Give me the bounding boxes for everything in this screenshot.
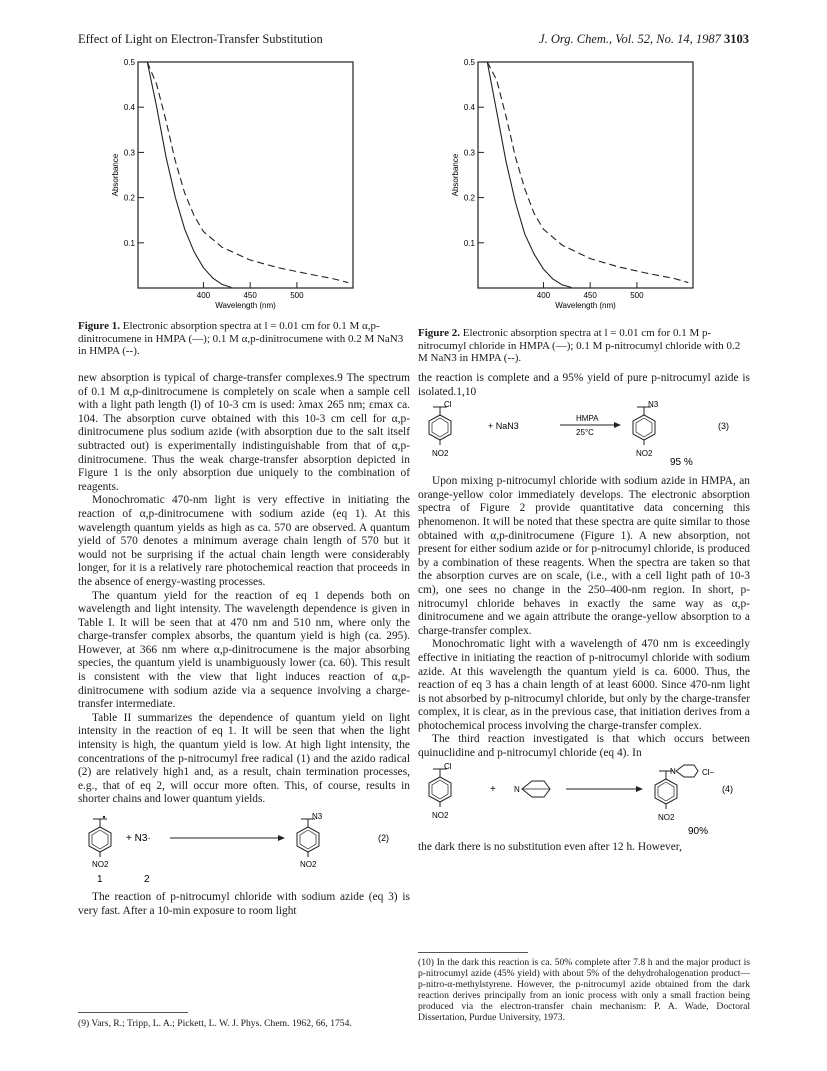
eq3-no2-label: NO2: [432, 449, 449, 459]
paragraph: Monochromatic light with a wavelength of 470 nm is exceedingly effective in initiating the reaction of p-nitrocumyl chloride with sodium azide. At this wavelength the quantum yield is ca. 6000. Thus, the reaction of eq 3 has a chain length of at least 6000. Since 470-nm light is not absorbed by p-nitrocumyl chloride, but only by the charge-transfer complex, it is clear, as in the previous case, that initiation derives from a photochemical process involving the charge-transfer complex.: [418, 638, 750, 732]
eq3-product-no2-label: NO2: [636, 449, 653, 459]
y-tick-label: 0.3: [123, 148, 135, 158]
right-column: [418, 372, 750, 854]
equation-2: [78, 811, 410, 885]
y-tick-label: 0.2: [463, 193, 475, 203]
y-tick-label: 0.4: [123, 103, 135, 113]
nitrocumyl-azide-structure: [297, 819, 319, 857]
eq4-yield: 90%: [688, 825, 709, 837]
y-tick-label: 0.3: [463, 148, 475, 158]
figure-2-chart: [418, 58, 750, 318]
equation-3-scheme: [418, 399, 750, 475]
eq3-reagent: + NaN3: [488, 421, 519, 432]
nitrocumyl-radical-structure: [89, 816, 111, 857]
eq2-no2-label: NO2: [92, 860, 109, 869]
ammonium-salt-structure: [655, 765, 698, 809]
x-axis-label: Wavelength (nm): [555, 301, 616, 310]
equation-4: [418, 761, 750, 841]
paragraph: Monochromatic 470-nm light is very effective in initiating the reaction of α,p-dinitrocumene with sodium azide (eq 1). At this wavelength quantum yields as high as ca. 570 are observed. A quantum yield of 570 denotes a minimum average chain length of 570 but it would not be surprising if the actual chain length were considerably longer, for it is a relatively rare photochemical reaction that proceeds in the absence of energy-wasting processes.: [78, 494, 410, 588]
eq4-product-no2-label: NO2: [658, 812, 675, 822]
figure-1-label: Figure 1.: [78, 320, 120, 332]
quinuclidine-structure: [522, 781, 550, 797]
figure-1-chart: [78, 58, 410, 318]
figure-1: [78, 58, 410, 358]
footnote-rule-right: [418, 952, 528, 953]
x-tick-label: 450: [583, 291, 597, 300]
equation-4-scheme: [418, 761, 750, 841]
footnote-10: (10) In the dark this reaction is ca. 50% complete after 7.8 h and the major product is p-nitrocumyl azide (45% yield) with about 5% of the dehydrohalogenation product—p-nitro-α-methylstyrene. However, the p-nitrocumyl azide obtained from the dark reaction derives principally from an ionic process with only a small fraction being produced via the electron-transfer chain mechanism: P. A. Wade, Doctoral Dissertation, Purdue University, 1973.: [418, 957, 750, 1023]
x-tick-label: 450: [243, 291, 257, 300]
x-axis-label: Wavelength (nm): [215, 301, 276, 310]
y-tick-label: 0.5: [123, 58, 135, 67]
eq4-chloride-ion: Cl−: [702, 767, 715, 777]
eq2-reagent: + N3·: [126, 833, 151, 844]
eq2-compound-1: 1: [97, 874, 103, 885]
plot-frame: [478, 62, 693, 288]
nitrocumyl-chloride-structure: [429, 407, 451, 445]
x-tick-label: 500: [630, 291, 644, 300]
eq4-plus: +: [490, 783, 496, 795]
eq2-compound-2: 2: [144, 874, 150, 885]
eq2-n3-label: N3: [312, 812, 323, 821]
equation-2-scheme: [78, 811, 410, 885]
eq3-temperature: 25°C: [576, 428, 594, 438]
y-axis-label: Absorbance: [111, 153, 120, 197]
figure-2-caption-text: Electronic absorption spectra at l = 0.01 cm for 0.1 M p-nitrocumyl chloride in HMPA (—); 0.1 M p-nitrocumyl chloride with 0.2 M NaN3 in HMPA (--).: [418, 327, 741, 365]
y-axis-label: Absorbance: [451, 153, 460, 197]
series-line-with-azide: [147, 62, 348, 283]
series-line-substrate: [487, 62, 571, 288]
figure-1-caption-text: Electronic absorption spectra at l = 0.01 cm for 0.1 M α,p-dinitrocumene in HMPA (—); 0.1 M α,p-dinitrocumene with 0.2 M NaN3 in HMPA (--).: [78, 320, 404, 358]
x-tick-label: 400: [536, 291, 551, 300]
y-tick-label: 0.4: [463, 103, 475, 113]
paragraph: Upon mixing p-nitrocumyl chloride with sodium azide in HMPA, an orange-yellow color immediately develops. The electronic absorption spectra of Figure 2 provide quantitative data concerning this phenomenon. It will be noted that these spectra are quite similar to those obtained with α,p-dinitrocumene (Figure 1). A new absorption, not present for either sodium azide or for p-nitrocumyl chloride, is produced by a combination of these reagents. When the spectra are taken so that the absorption curves are on scale, (i.e., with a cell light path of 10-3 cm), one sees no change in the 250–400-nm region. In short, p-nitrocumyl chloride behaves in exactly the same way as α,p-dinitrocumene and we again attribute the orange-yellow absorption to a charge-transfer complex.: [418, 475, 750, 637]
x-tick-label: 500: [290, 291, 304, 300]
y-tick-label: 0.1: [123, 238, 135, 248]
left-column: [78, 372, 410, 918]
eq4-number: (4): [722, 783, 733, 794]
eq2-number: (2): [378, 833, 389, 843]
x-tick-label: 400: [196, 291, 211, 300]
eq3-yield: 95 %: [670, 457, 693, 469]
figure-2: [418, 58, 750, 365]
paragraph: The reaction of p-nitrocumyl chloride with sodium azide (eq 3) is very fast. After a 10-min exposure to room light: [78, 891, 410, 917]
paragraph: the reaction is complete and a 95% yield of pure p-nitrocumyl azide is isolated.1,10: [418, 372, 750, 398]
figure-2-label: Figure 2.: [418, 327, 460, 339]
eq4-no2-label: NO2: [432, 810, 449, 820]
figure-2-caption: [418, 327, 750, 365]
footnote-9: (9) Vars, R.; Tripp, L. A.; Pickett, L. W. J. Phys. Chem. 1962, 66, 1754.: [78, 1018, 352, 1029]
figure-1-caption: [78, 320, 410, 358]
nitrocumyl-chloride-structure: [429, 769, 451, 807]
y-tick-label: 0.2: [123, 193, 135, 203]
journal-citation: J. Org. Chem., Vol. 52, No. 14, 1987: [539, 32, 721, 46]
equation-3: [418, 399, 750, 475]
paragraph: The third reaction investigated is that which occurs between quinuclidine and p-nitrocumyl chloride (eq 4). In: [418, 733, 750, 760]
eq4-cl-label: Cl: [444, 761, 452, 771]
y-tick-label: 0.5: [463, 58, 475, 67]
eq4-product-n-label: N: [670, 766, 676, 776]
eq3-cl-label: Cl: [444, 400, 452, 410]
running-header-right: [539, 32, 749, 47]
eq3-number: (3): [718, 421, 729, 432]
paragraph: The quantum yield for the reaction of eq 1 depends both on wavelength and light intensity. The wavelength dependence is given in Table I. It will be seen that at 470 nm and 510 nm, where only the charge-transfer complex absorbs, the quantum yield is high (ca. 295). However, at 366 nm where α,p-dinitrocumene is the major absorbing species, the quantum yield is unambiguously lower (ca. 60). This result is consistent with the view that light induces reaction of α,p-dinitrocumene with sodium azide via a sequence involving a charge-transfer intermediate.: [78, 589, 410, 711]
paragraph: Table II summarizes the dependence of quantum yield on light intensity in the reaction of eq 1. It will be seen that when the light intensity is high, the quantum yield is low. At high light intensity, the concentrations of the p-nitrocumyl free radical (1) and the azido radical (2) are relatively high1 and, as a result, chain termination processes, e.g., that of eq 2, will occur more often. This, of course, results in shorter chains and lower quantum yields.: [78, 711, 410, 806]
page-number: 3103: [724, 32, 749, 46]
y-tick-label: 0.1: [463, 238, 475, 248]
running-header-left: Effect of Light on Electron-Transfer Substitution: [78, 32, 323, 46]
eq3-n3-label: N3: [648, 400, 659, 410]
footnote-rule-left: [78, 1012, 188, 1013]
paragraph: new absorption is typical of charge-transfer complexes.9 The spectrum of 0.1 M α,p-dinitrocumene is completely on scale when a sample cell with a light path length (l) of 10-3 cm is used: λmax 265 nm; εmax ca. 104. The absorption curve obtained with this 10-3 cm cell for α,p-dinitrocumene plus sodium azide (with absorption due to the salt itself subtracted out) is experimentally indistinguishable from that of α,p-dinitrocumene. Thus the weak charge-transfer absorption depicted in Figure 1 is the only absorption due uniquely to the combination of reagents.: [78, 372, 410, 493]
nitrocumyl-azide-structure: [633, 407, 655, 445]
series-line-with-azide: [487, 62, 688, 283]
eq3-solvent: HMPA: [576, 414, 599, 424]
paragraph: the dark there is no substitution even after 12 h. However,: [418, 840, 682, 853]
eq2-product-no2-label: NO2: [300, 860, 317, 869]
eq4-n-label: N: [514, 784, 520, 794]
